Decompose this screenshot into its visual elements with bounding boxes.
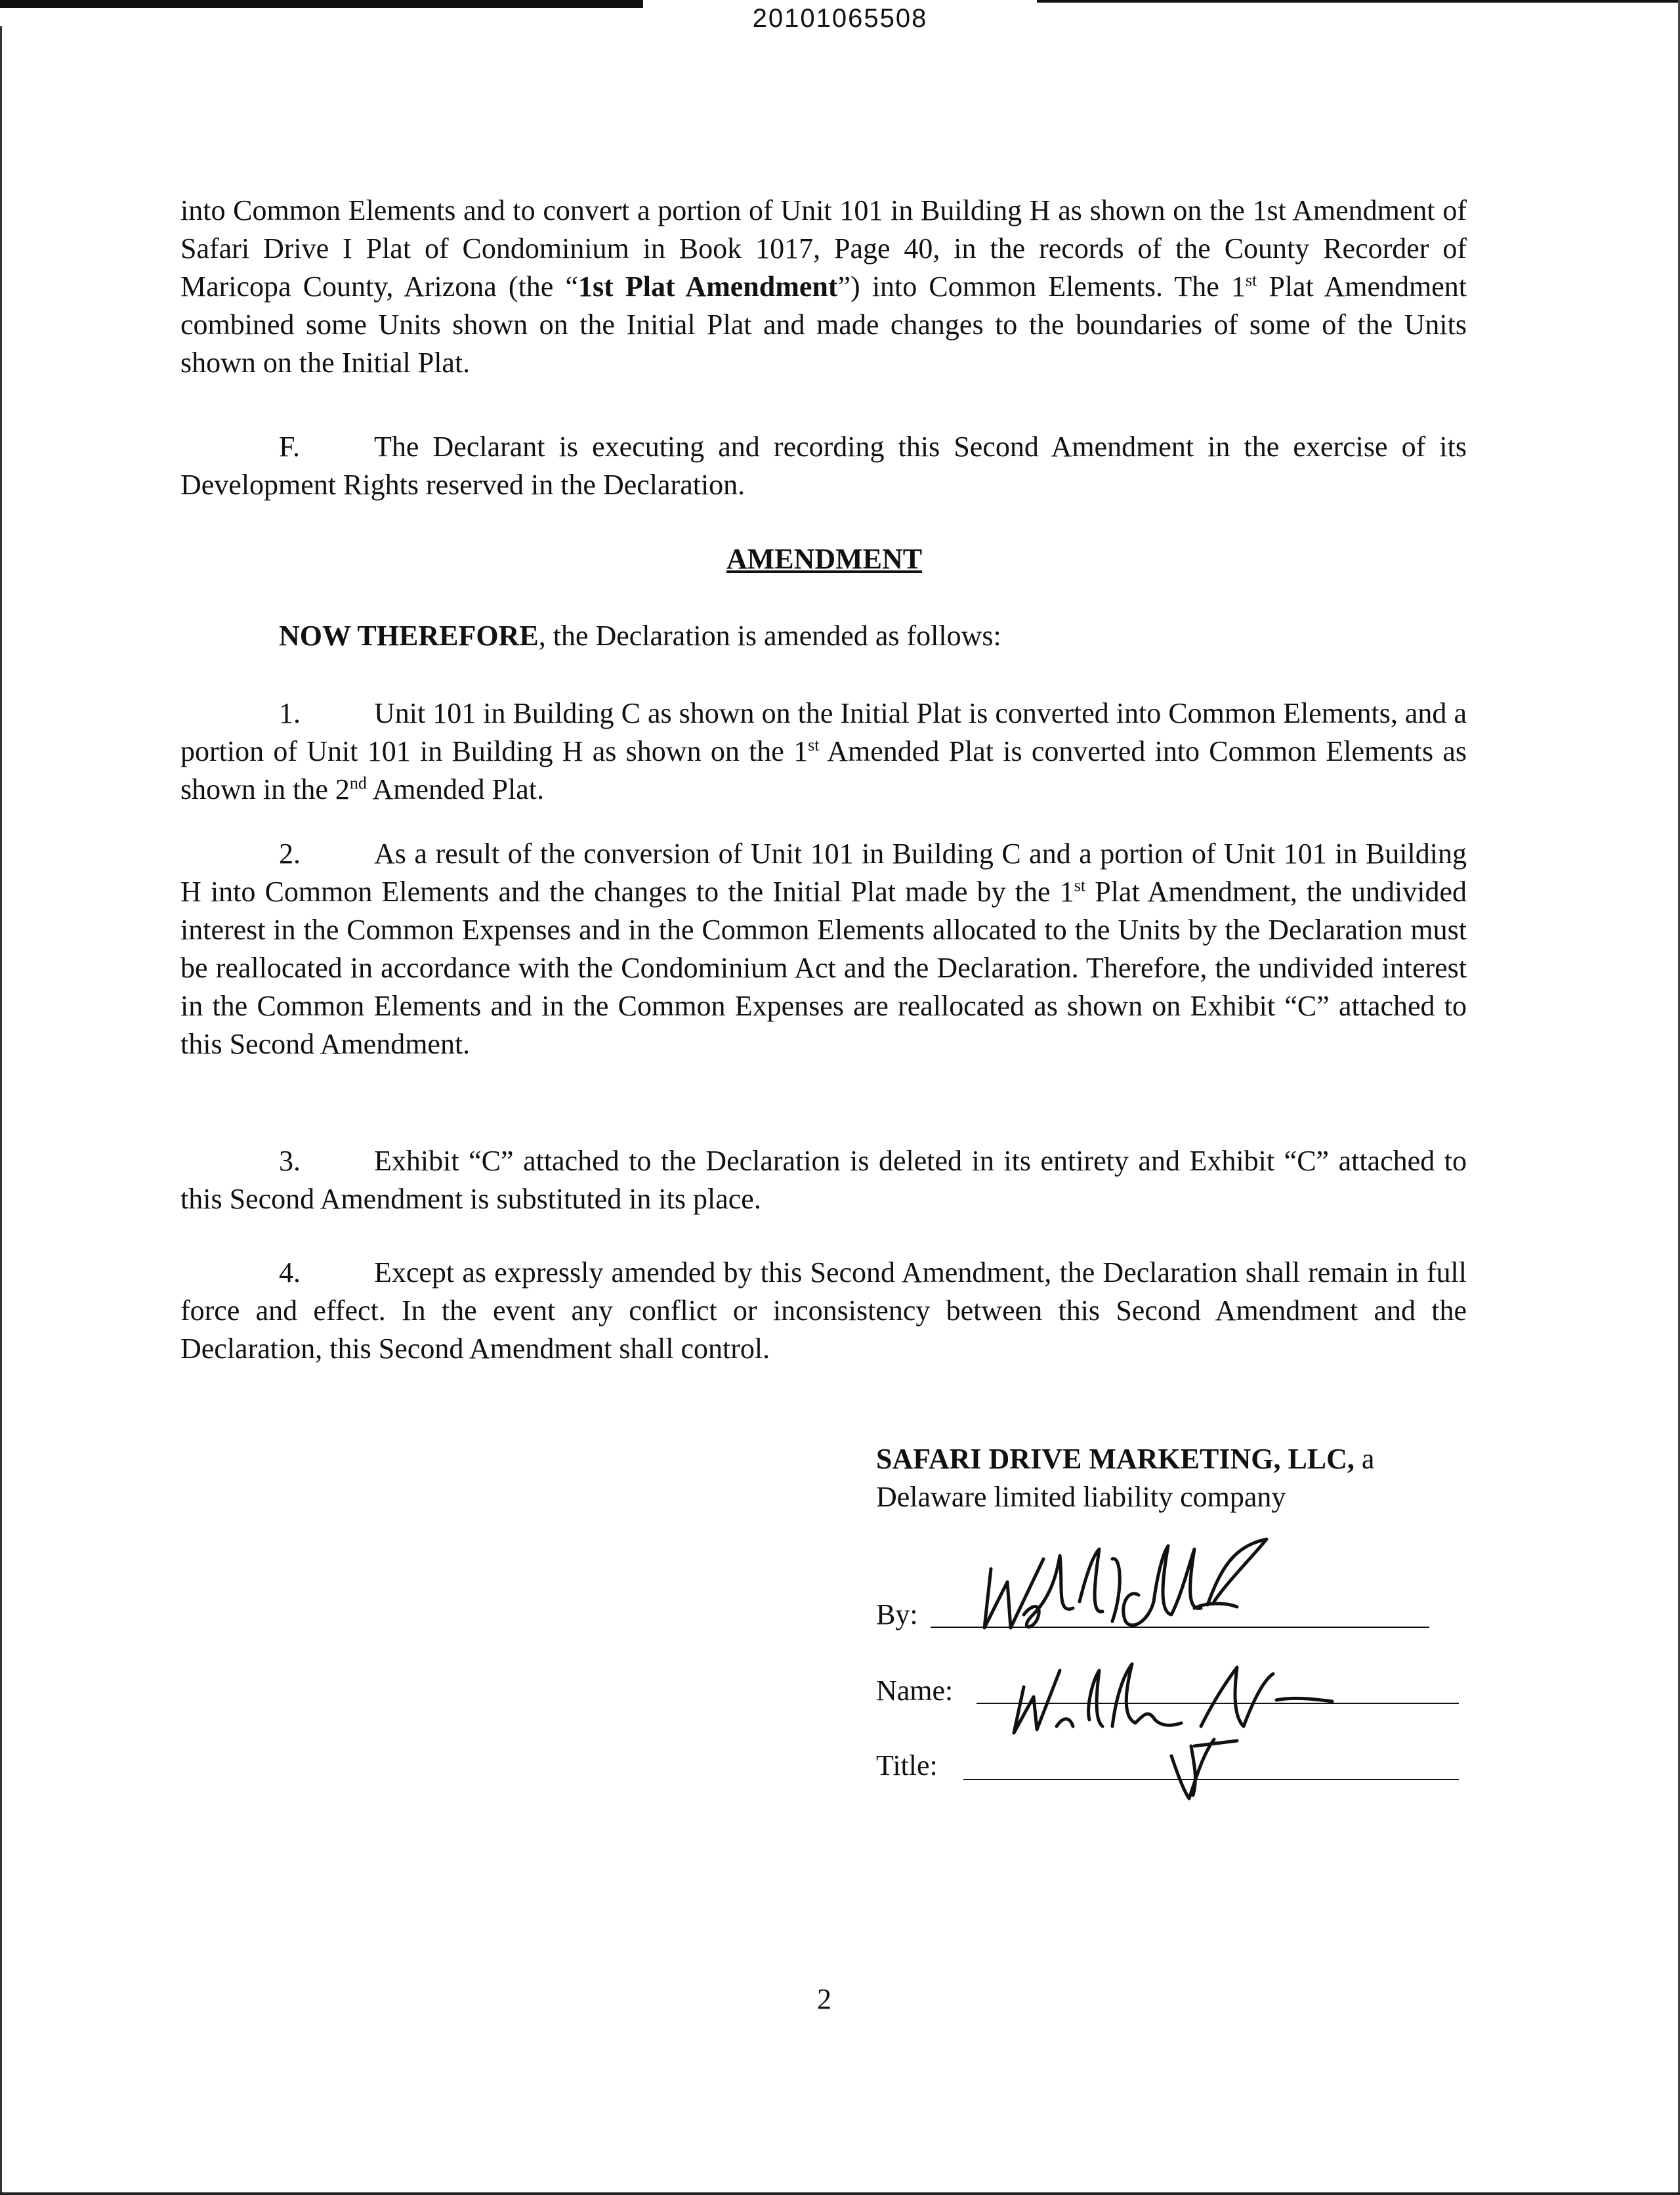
amendment-item-3: 3. Exhibit “C” attached to the Declaration is deleted in its entirety and Exhibit “C” attached to this Second Amendment is substituted in its place. (180, 1145, 1467, 1215)
amendment-item-1: 1. Unit 101 in Building C as shown on the Initial Plat is converted into Common Elements, and a portion of Unit 101 in Building H as shown on the 1st Amended Plat is converted into Common Elements as shown in the 2nd Amended Plat. (180, 697, 1467, 805)
amendment-item-4: 4. Except as expressly amended by this Second Amendment, the Declaration shall remain in full force and effect. In the event any conflict or inconsistency between this Second Amendment and the Declaration, this Second Amendment shall control. (180, 1256, 1467, 1365)
page-number: 2 (817, 1983, 831, 2015)
title-label: Title: (876, 1749, 938, 1781)
signatory-company: SAFARI DRIVE MARKETING, LLC, a Delaware limited liability company (876, 1443, 1375, 1513)
name-label: Name: (876, 1674, 954, 1707)
scan-edge (1037, 0, 1680, 3)
amendment-item-2: 2. As a result of the conversion of Unit 101 in Building C and a portion of Unit 101 in Building H into Common Elements and the changes to the Initial Plat made by the 1st Plat Amendment, the undivided interest in the Common Expenses and in the Common Elements allocated to the Units by the Declaration must be reallocated in accordance with the Condominium Act and the Declaration. Therefore, the undivided interest in the Common Elements and in the Common Expenses are reallocated as shown on Exhibit “C” attached to this Second Amendment. (180, 838, 1467, 1060)
document-number: 20101065508 (752, 4, 928, 33)
section-heading: AMENDMENT (726, 543, 923, 575)
by-label: By: (876, 1598, 918, 1630)
paragraph-f: F. The Declarant is executing and recording this Second Amendment in the exercise of its Development Rights reserved in the Declaration. (180, 431, 1467, 501)
paragraph-now-therefore: NOW THEREFORE, the Declaration is amended as follows: (279, 620, 1001, 652)
paragraph-continuation: into Common Elements and to convert a portion of Unit 101 in Building H as shown on the 1st Amendment of Safari Drive I Plat of Condominium in Book 1017, Page 40, in the records of the County Recorder of Maricopa County, Arizona (the “1st Plat Amendment”) into Common Elements. The 1st Plat Amendment combined some Units shown on the Initial Plat and made changes to the boundaries of some of the Units shown on the Initial Plat. (180, 194, 1467, 379)
handwritten-signature (945, 1529, 1431, 1805)
scan-edge (0, 2192, 1680, 2195)
scan-edge (0, 26, 2, 2192)
